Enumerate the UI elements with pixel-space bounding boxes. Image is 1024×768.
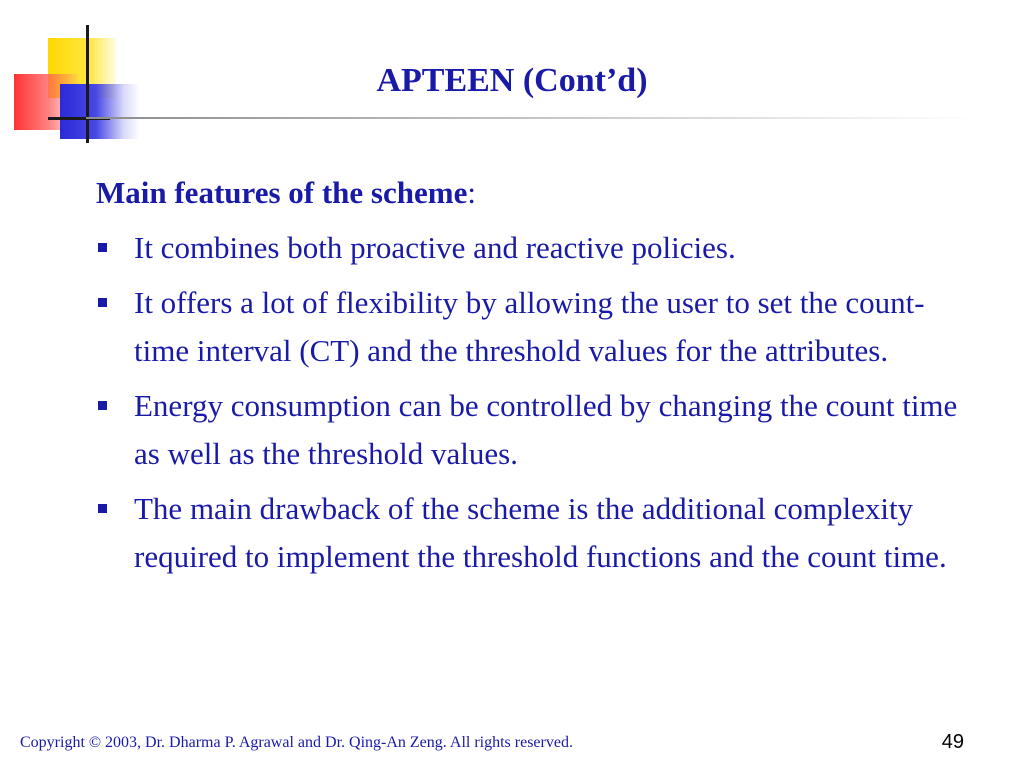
slide-title: APTEEN (Cont’d) bbox=[376, 62, 648, 99]
bullet-item bbox=[96, 485, 976, 581]
bullet-text: The main drawback of the scheme is the additional complexity required to implement the threshold functions and the count time. bbox=[134, 491, 947, 574]
copyright-footer: Copyright © 2003, Dr. Dharma P. Agrawal and Dr. Qing-An Zeng. All rights reserved. bbox=[20, 734, 573, 751]
bullet-square-icon bbox=[98, 401, 107, 410]
section-heading-colon: : bbox=[467, 175, 476, 210]
title-underline bbox=[86, 117, 976, 119]
bullet-text: It combines both proactive and reactive policies. bbox=[134, 230, 736, 265]
section-heading-text: Main features of the scheme bbox=[96, 175, 468, 210]
bullet-square-icon bbox=[98, 243, 107, 252]
bullet-item bbox=[96, 279, 976, 375]
page-number: 49 bbox=[941, 731, 964, 753]
bullet-square-icon bbox=[98, 504, 107, 513]
slide-content bbox=[96, 170, 976, 588]
bullet-list bbox=[96, 224, 976, 581]
bullet-item bbox=[96, 224, 976, 272]
section-heading bbox=[96, 170, 976, 216]
bullet-item bbox=[96, 382, 976, 478]
bullet-square-icon bbox=[98, 298, 107, 307]
bullet-text: Energy consumption can be controlled by changing the count time as well as the threshold values. bbox=[134, 388, 958, 471]
bullet-text: It offers a lot of flexibility by allowing the user to set the count-time interval (CT) and the threshold values for the attributes. bbox=[134, 285, 925, 368]
